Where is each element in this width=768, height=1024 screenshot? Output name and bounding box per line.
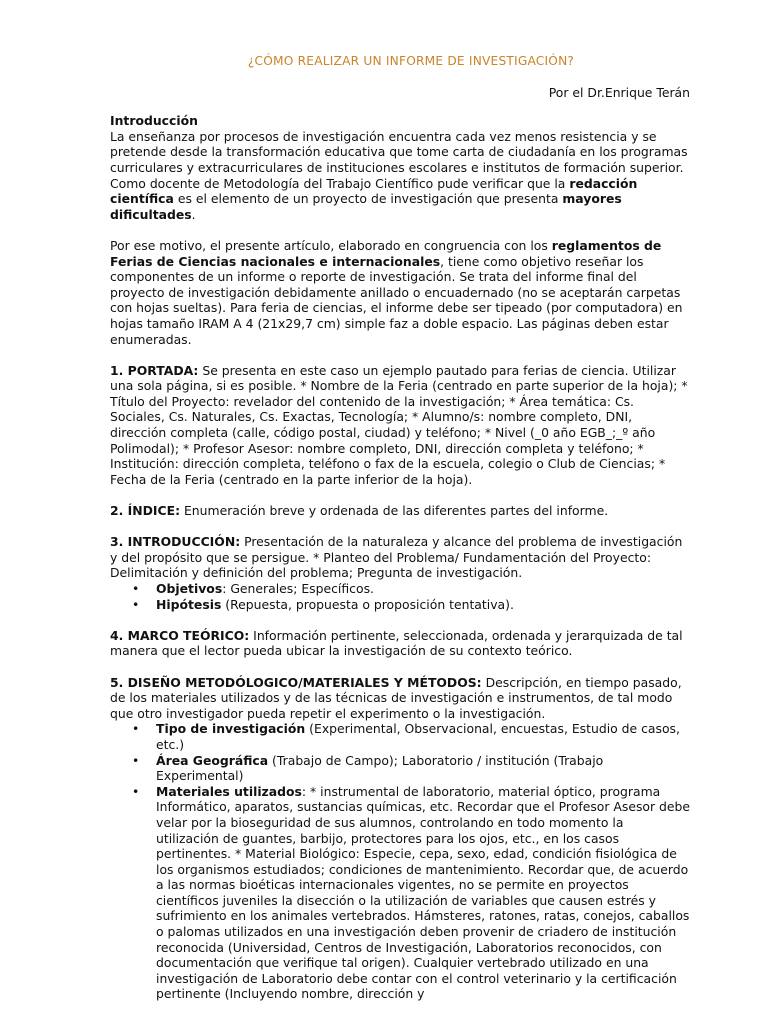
section-marco-heading: 4. MARCO TEÓRICO: xyxy=(110,627,250,643)
author-line: Por el Dr.Enrique Terán xyxy=(548,84,690,100)
list-item xyxy=(132,783,690,1002)
section-portada xyxy=(110,363,690,488)
section-diseno-heading: 5. DISEÑO METODÓLOGICO/MATERIALES Y MÉTODOS: xyxy=(110,674,482,690)
p2-bold-1: reglamentos de Ferias de Ciencias nacionales e internacionales xyxy=(110,237,662,269)
bullet-icon: • xyxy=(132,721,140,737)
bullet-icon: • xyxy=(132,581,140,596)
section-portada-text: Se presenta en este caso un ejemplo pautado para ferias de ciencia. Utilizar una sola página, si es posible. * Nombre de la Feria (centrado en parte superior de la hoja); * Título del Proyecto: revelador del contenido de la investigación; * Área temática: Cs. Sociales, Cs. Naturales, Cs. Exactas, Tecnología; * Alumno/s: nombre completo, DNI, dirección completa (calle, código postal, ciudad) y teléfono; * Nivel (_0 año EGB_;_º año Polimodal); * Profesor Asesor: nombre completo, DNI, dirección completa y teléfono; * Institución: dirección completa, teléfono o fax de la escuela, colegio o Club de Ciencias; * Fecha de la Feria (centrado en la parte inferior de la hoja). xyxy=(110,362,688,487)
intro-heading: Introducción xyxy=(110,113,198,129)
paragraph-motivo xyxy=(110,238,690,347)
p2-text-2: , tiene como objetivo reseñar los componentes de un informe o reporte de investigación. Se trata del informe final del proyecto de investigación debidamente anillado o encuadernado (no se aceptarán carpetas con hojas sueltas). Para feria de ciencias, el informe debe ser tipeado (por computadora) en hojas tamaño IRAM A 4 (21x29,7 cm) simple faz a doble espacio. Las páginas deben estar enumeradas. xyxy=(110,253,683,347)
section-indice-text: Enumeración breve y ordenada de las diferentes partes del informe. xyxy=(180,503,609,519)
list-item-label: Materiales utilizados xyxy=(156,783,302,799)
section-introduccion-text: Presentación de la naturaleza y alcance del problema de investigación y del propósito que se persigue. * Planteo del Problema/ Fundamentación del Proyecto: Delimitación y definición del problema; Pregunta de investigación. xyxy=(110,534,683,581)
intro-bold-1: redacción científica xyxy=(110,175,638,207)
list-item-label: Hipótesis xyxy=(156,596,222,612)
intro-bold-2: mayores dificultades xyxy=(110,191,622,222)
list-item xyxy=(132,596,690,613)
section-introduccion xyxy=(110,534,690,612)
list-item xyxy=(132,581,690,597)
introduccion-list xyxy=(110,581,690,612)
bullet-icon: • xyxy=(132,783,140,799)
section-portada-heading: 1. PORTADA: xyxy=(110,362,199,378)
section-diseno-text: Descripción, en tiempo pasado, de los materiales utilizados y de las técnicas de investigación e instrumentos, de tal modo que otro investigador pueda repetir el experimento o la investigación. xyxy=(110,674,682,721)
list-item-label: Objetivos xyxy=(156,581,223,596)
list-item-label: Tipo de investigación xyxy=(156,721,306,737)
section-marco-teorico xyxy=(110,628,690,659)
intro-section xyxy=(110,113,690,222)
list-item-text: : * instrumental de laboratorio, material óptico, programa Informático, aparatos, sustancias químicas, etc. Recordar que el Profesor Asesor debe velar por la bioseguridad de sus alumnos, controlando en todo momento la utilización de guantes, barbijo, protectores para los ojos, etc., en los casos pertinentes. * Material Biológico: Especie, cepa, sexo, edad, condición fisiológica de los organismos estudiados; condiciones de mantenimiento. Recordar que, de acuerdo a las normas bioéticas internacionales vigentes, no se permite en proyectos científicos juveniles la disección o la utilización de variables que causen estrés y sufrimiento en los animales vertebrados. Hámsteres, ratones, ratas, conejos, caballos o palomas utilizados en una investigación deben provenir de criadero de institución reconocida (Universidad, Centros de Investigación, Laboratorios reconocidos, con documentación que verifique tal origen). Cualquier vertebrado utilizado en una investigación de Laboratorio debe contar con el control veterinario y la certificación pertinente (Incluyendo nombre, dirección y xyxy=(156,783,690,1002)
document-title: ¿CÓMO REALIZAR UN INFORME DE INVESTIGACIÓN? xyxy=(247,54,575,68)
list-item-text: (Trabajo de Campo); Laboratorio / institución (Trabajo Experimental) xyxy=(156,752,604,784)
p2-text-1: Por ese motivo, el presente artículo, elaborado en congruencia con los xyxy=(110,237,552,253)
section-indice xyxy=(110,503,690,519)
section-diseno xyxy=(110,675,690,1002)
intro-text-3: . xyxy=(191,206,196,222)
section-indice-heading: 2. ÍNDICE: xyxy=(110,503,181,519)
bullet-icon: • xyxy=(132,752,140,768)
diseno-list xyxy=(110,721,690,1002)
list-item-label: Área Geográfica xyxy=(156,752,269,768)
list-item-text: (Repuesta, propuesta o proposición tentativa). xyxy=(221,596,514,612)
bullet-icon: • xyxy=(132,596,140,612)
list-item-text: (Experimental, Observacional, encuestas, Estudio de casos, etc.) xyxy=(156,721,680,752)
intro-text-1: La enseñanza por procesos de investigación encuentra cada vez menos resistencia y se pretende desde la transformación educativa que tome carta de ciudadanía en los programas curriculares y extracurriculares de instituciones escolares e institutos de formación superior. Como docente de Metodología del Trabajo Científico pude verificar que la xyxy=(110,128,688,191)
list-item xyxy=(132,752,690,784)
section-marco-text: Información pertinente, seleccionada, ordenada y jerarquizada de tal manera que el lector pueda ubicar la investigación de su contexto teórico. xyxy=(110,627,683,659)
list-item-text: : Generales; Específicos. xyxy=(222,581,374,596)
section-introduccion-heading: 3. INTRODUCCIÓN: xyxy=(110,534,241,550)
intro-text-2: es el elemento de un proyecto de investigación que presenta xyxy=(173,191,563,207)
list-item xyxy=(132,721,690,752)
